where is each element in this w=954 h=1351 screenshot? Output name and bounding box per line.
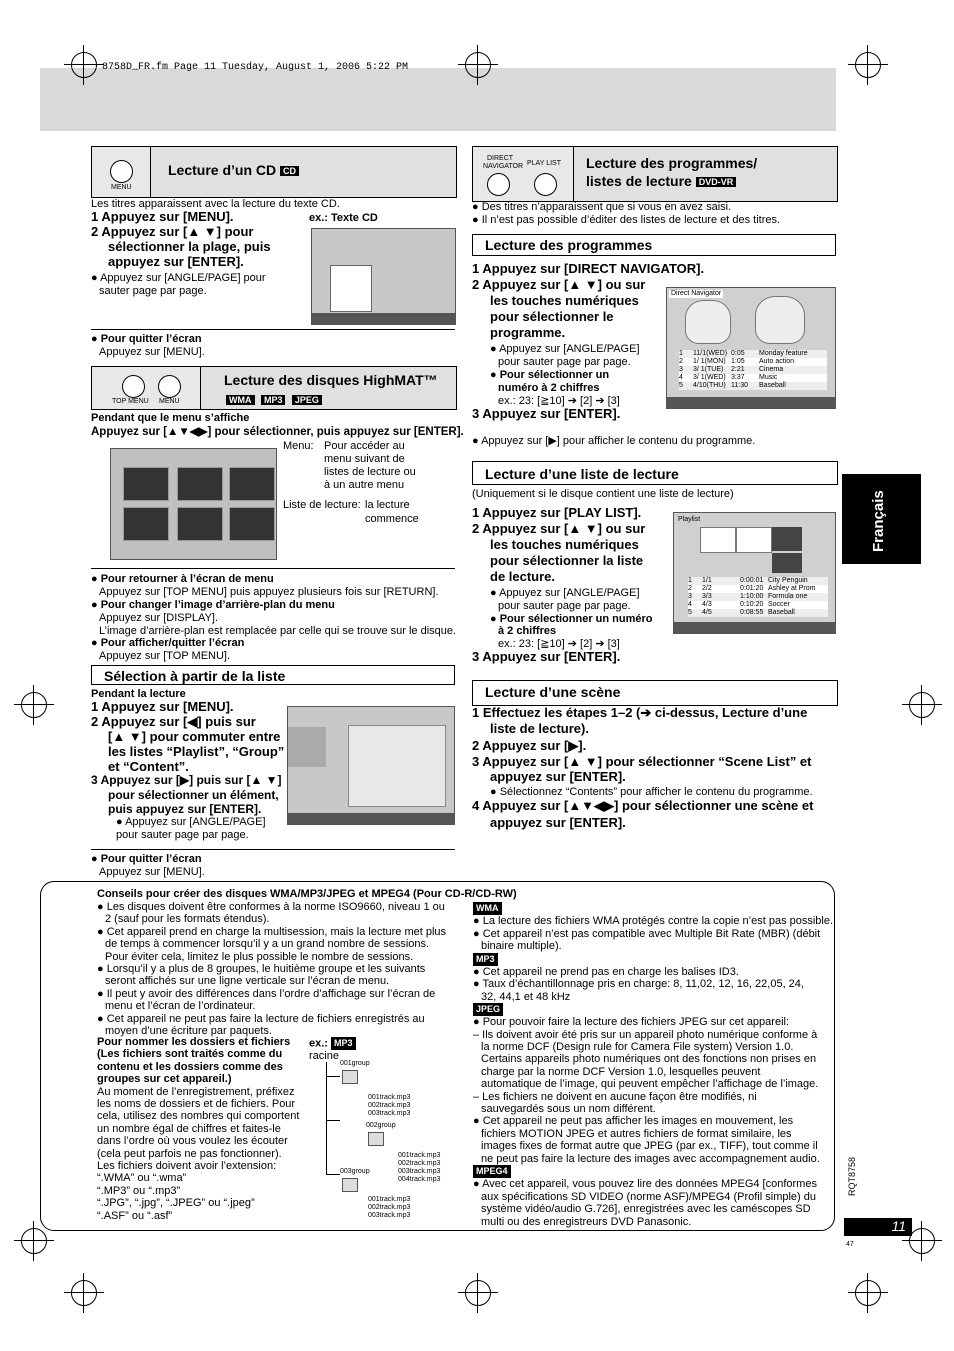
table-cell: 3/ 1(WED) — [693, 374, 726, 381]
file-header: 8758D_FR.fm Page 11 Tuesday, August 1, 2006 5:22 PM — [102, 62, 409, 73]
lp-note2-l2: numéro à 2 chiffres — [498, 382, 600, 394]
ll-step2-l3: pour sélectionner la liste — [490, 553, 644, 568]
table-cell: Baseball — [759, 382, 786, 389]
table-cell: 1 — [688, 577, 692, 584]
mpeg4-line: ● Avec cet appareil, vous pouvez lire des données MPEG4 [conformes — [473, 1178, 817, 1191]
jpeg-badge-row — [473, 1003, 833, 1016]
lp-step3: 3 Appuyez sur [ENTER]. — [472, 406, 621, 421]
play-list-button-icon — [534, 173, 557, 196]
naming-line: dans l’ordre où vous voulez les écouter — [97, 1135, 288, 1148]
table-cell: 11:30 — [731, 382, 748, 389]
table-row — [688, 601, 828, 609]
file-label: 003track.mp3 — [368, 1110, 411, 1117]
sel-step2-l4: et “Content”. — [108, 759, 189, 774]
bg-text2: L’image d’arrière-plan est remplacée par celle qui se trouve sur le disque. — [99, 625, 457, 637]
top-menu-button-icon — [122, 375, 145, 398]
jpeg-line: Certains appareils photo numériques ont des fonctions non prises en — [481, 1053, 817, 1066]
table-row — [688, 585, 828, 593]
naming-heading: (Les fichiers sont traités comme du — [97, 1048, 283, 1061]
wma-badge: WMA — [473, 902, 502, 915]
registration-mark-icon — [21, 692, 47, 718]
tips-bullet-line: ● Les disques doivent être conformes à la norme ISO9660, niveau 1 ou — [97, 901, 445, 913]
play-list-label: PLAY LIST — [527, 160, 561, 167]
cd-note-l2: sauter page par page. — [99, 285, 207, 297]
file-label: 001track.mp3 — [368, 1094, 411, 1101]
table-cell: City Penguin — [768, 577, 808, 584]
table-row — [679, 366, 827, 374]
jpeg-line: ● Cet appareil ne peut pas afficher les images en mouvement, les — [473, 1115, 794, 1128]
naming-line: (cela peut parfois ne pas fonctionner). — [97, 1147, 282, 1160]
menu-label: MENU — [159, 398, 180, 405]
ll-step2-l4: de lecture. — [490, 569, 556, 584]
scene-title: Lecture d’une scène — [472, 680, 838, 706]
list-desc-1: la lecture — [365, 499, 410, 511]
lecture-programmes-title: Lecture des programmes — [472, 234, 836, 256]
cd-text-screenshot — [311, 228, 456, 325]
table-cell: Baseball — [768, 609, 795, 616]
table-row — [679, 358, 827, 366]
sel-quit-text: Appuyez sur [MENU]. — [99, 866, 205, 878]
tips-right — [473, 902, 833, 1228]
button-icon-cell — [92, 147, 151, 197]
language-tab — [842, 474, 921, 564]
programmes-title-1: Lecture des programmes/ — [586, 155, 758, 171]
registration-mark-icon — [855, 1280, 881, 1306]
page-small-number: 47 — [846, 1241, 854, 1248]
programmes-title-2: listes de lecture DVD-VR — [586, 173, 738, 189]
registration-mark-icon — [465, 1280, 491, 1306]
lp-step2-l2: les touches numériques — [490, 293, 639, 308]
jpeg-badge: JPEG — [292, 395, 322, 405]
registration-mark-icon — [71, 1280, 97, 1306]
menu-button-icon — [110, 160, 133, 183]
playlist-screenshot: Playlist 1 1/1 0:00:01 City Penguin 2 2/2 0:01:20 Ashley at Prom 3 3/3 1:10:00 Formula one 4 4/3 0:10:20 Soccer 5 4/5 0:08:55 Baseball — [673, 512, 836, 634]
liste-lecture-title: Lecture d’une liste de lecture — [472, 461, 838, 485]
direct-nav-label-2: NAVIGATOR — [483, 163, 524, 170]
mp3-badge-row — [473, 952, 833, 965]
tips-bullet-line: ● Lorsqu’il y a plus de 8 groupes, le huitième groupe et les suivants — [97, 963, 426, 976]
jpeg-line: ne peut pas faire la lecture des images avec accompagnement audio. — [481, 1152, 820, 1165]
sel-note-l2: pour sauter page par page. — [116, 829, 249, 841]
mpeg4-line: multi ou des enregistreurs DVD Panasonic. — [481, 1215, 692, 1228]
naming-line: Les fichiers doivent avoir l’extension: — [97, 1160, 277, 1173]
prog-bullet1: ● Des titres n’apparaissent que si vous en avez saisi. — [472, 201, 732, 213]
scene-note: ● Sélectionnez “Contents” pour afficher le contenu du programme. — [490, 786, 813, 798]
jpeg-badge: JPEG — [473, 1003, 503, 1016]
lp-step2-l4: programme. — [490, 325, 566, 340]
jpeg-line: charge par la norme DCF Version 1.0, lesquelles peuvent — [481, 1065, 761, 1078]
table-cell: Soccer — [768, 601, 790, 608]
table-row — [679, 374, 827, 382]
wma-line: ● Cet appareil n’est pas compatible avec Multiple Bit Rate (MBR) (débit — [473, 927, 821, 940]
menu-button-label: MENU — [111, 184, 132, 191]
return-title: ● Pour retourner à l’écran de menu — [91, 573, 274, 585]
tips-bullet-line: Pour éviter cela, limitez le plus possible le nombre de sessions. — [105, 950, 414, 963]
naming-line: “.ASF” ou “.asf” — [97, 1209, 173, 1222]
folder-icon — [342, 1178, 358, 1192]
table-cell: 4 — [679, 374, 683, 381]
jpeg-line: automatique de l’image, qui peuvent empêcher l’affichage de l’image. — [481, 1078, 819, 1091]
sel-step3-l3: puis appuyez sur [ENTER]. — [108, 802, 262, 816]
menu-desc-3: listes de lecture ou — [324, 466, 416, 478]
table-row — [679, 382, 827, 390]
table-cell: Auto action — [759, 358, 795, 365]
naming-line: cela, utilisez des nombres qui comportent — [97, 1110, 300, 1123]
tips-left-bullets — [97, 901, 457, 1037]
naming-line: un nombre égal de chiffres et faites-le — [97, 1122, 281, 1135]
prog-bullet2: ● Il n’est pas possible d’éditer des listes de lecture et des titres. — [472, 214, 781, 226]
folder-tree — [320, 1062, 460, 1222]
table-row — [679, 350, 827, 358]
playlist-rows — [688, 577, 828, 617]
lp-step2-l3: pour sélectionner le — [490, 309, 614, 324]
scene-step1: 1 Effectuez les étapes 1–2 (➔ ci-dessus, Lecture d’une — [472, 705, 808, 720]
top-menu-label: TOP MENU — [112, 398, 149, 405]
naming-heading: Pour nommer les dossiers et fichiers — [97, 1036, 291, 1048]
file-label: 003track.mp3 — [368, 1212, 411, 1219]
table-cell: 3 — [688, 593, 692, 600]
registration-mark-icon — [855, 52, 881, 78]
folder-label: 002group — [366, 1122, 396, 1129]
return-text: Appuyez sur [TOP MENU] puis appuyez plusieurs fois sur [RETURN]. — [99, 586, 439, 598]
scene-step4: 4 Appuyez sur [▲▼◀▶] pour sélectionner une scène et — [472, 798, 814, 813]
lp-note1: ● Appuyez sur [ANGLE/PAGE] — [490, 343, 640, 355]
button-icon-cell — [473, 147, 574, 201]
cd-title: Lecture d’un CD CD — [168, 162, 301, 178]
scene-step2: 2 Appuyez sur [▶]. — [472, 738, 587, 753]
table-cell: 5 — [688, 609, 692, 616]
list-key: Liste de lecture: — [283, 499, 361, 511]
cd-title-box — [91, 146, 457, 198]
lp-note2: ● Pour sélectionner un — [490, 369, 610, 381]
cd-step2: 2 Appuyez sur [▲ ▼] pour — [91, 224, 254, 239]
wma-line: binaire multiple). — [481, 940, 562, 953]
table-cell: 1:10:00 — [740, 593, 764, 600]
direct-nav-label: DIRECT — [487, 155, 514, 162]
folder-label: 001group — [340, 1060, 370, 1067]
mpeg4-badge-row — [473, 1165, 833, 1178]
mp3-badge: MP3 — [261, 395, 286, 405]
button-icon-cell — [92, 367, 201, 409]
sel-step2-l3: les listes “Playlist”, “Group” — [108, 744, 285, 759]
tips-bullet-line: ● Cet appareil prend en charge la multisession, mais la lecture met plus — [97, 925, 447, 938]
sel-step1: 1 Appuyez sur [MENU]. — [91, 699, 234, 714]
menu-desc-2: menu suivant de — [324, 453, 405, 465]
rqt-code: RQT8758 — [847, 1156, 857, 1196]
ll-step1: 1 Appuyez sur [PLAY LIST]. — [472, 505, 642, 520]
sel-quit-title: ● Pour quitter l’écran — [91, 853, 202, 865]
menu-desc-4: à un autre menu — [324, 479, 405, 491]
tips-bullet-line: ● Cet appareil ne peut pas faire la lecture de fichiers enregistrés au — [97, 1012, 425, 1025]
table-cell: 4 — [688, 601, 692, 608]
page-number: 11 — [844, 1218, 912, 1236]
ll-step3: 3 Appuyez sur [ENTER]. — [472, 649, 621, 664]
face-illustration-icon — [685, 300, 731, 344]
registration-mark-icon — [465, 52, 491, 78]
table-cell: 11/1(WED) — [693, 350, 728, 357]
mp3-badge: MP3 — [473, 953, 498, 966]
jpeg-line: fichiers MOTION JPEG et autres fichiers de format similaire, les — [481, 1127, 792, 1140]
tree-mp3-badge: MP3 — [331, 1037, 356, 1050]
sel-step2-l2: [▲ ▼] pour commuter entre — [108, 729, 281, 744]
file-label: 001track.mp3 — [398, 1152, 441, 1159]
table-cell: 3 — [679, 366, 683, 373]
table-cell: 5 — [679, 382, 683, 389]
mp3-line: ● Taux d’échantillonnage pris en charge: 8, 11,02, 12, 16, 22,05, 24, — [473, 978, 804, 991]
highmat-title-box — [91, 366, 457, 410]
jpeg-line: – Les fichiers ne doivent en aucune façon être modifiés, ni — [473, 1090, 757, 1103]
cd-step1: 1 Appuyez sur [MENU]. — [91, 209, 234, 224]
tips-bullet-line: menu et l’écran de l’ordinateur. — [105, 1000, 256, 1013]
cd-badge: CD — [280, 166, 299, 176]
bg-text1: Appuyez sur [DISPLAY]. — [99, 612, 219, 624]
tips-bullet-line: seront affichés sur une ligne verticale sur l’écran de menu. — [105, 975, 390, 988]
cd-quit-title: ● Pour quitter l’écran — [91, 333, 202, 345]
tips-bullet-line: moyen d’une écriture par paquets. — [105, 1025, 272, 1038]
table-cell: 3/ 1(TUE) — [693, 366, 724, 373]
table-cell: 2 — [679, 358, 683, 365]
cd-intro: Les titres apparaissent avec la lecture du texte CD. — [91, 198, 340, 210]
ll-note2: ● Pour sélectionner un numéro — [490, 613, 653, 625]
naming-section — [97, 1036, 307, 1222]
naming-heading: groupes sur cet appareil.) — [97, 1073, 232, 1086]
table-cell: 1:05 — [731, 358, 745, 365]
sel-step2: 2 Appuyez sur [◀] puis sur — [91, 714, 256, 729]
sel-step3-l2: pour sélectionner un élément, — [108, 788, 279, 802]
ll-note2-l3: ex.: 23: [≧10] ➔ [2] ➔ [3] — [498, 638, 620, 650]
naming-line: Au moment de l’enregistrement, préfixez — [97, 1085, 295, 1098]
table-cell: 4/5 — [702, 609, 712, 616]
naming-line: “.MP3” ou “.mp3” — [97, 1184, 181, 1197]
registration-mark-icon — [71, 52, 97, 78]
table-cell: 2:21 — [731, 366, 745, 373]
ll-step2: 2 Appuyez sur [▲ ▼] ou sur — [472, 521, 646, 536]
highmat-during: Pendant que le menu s’affiche — [91, 412, 250, 424]
table-cell: 0:05 — [731, 350, 745, 357]
folder-icon — [368, 1132, 384, 1146]
jpeg-line: – Ils doivent avoir été pris sur un appareil photo numérique conforme à — [473, 1028, 818, 1041]
table-row — [688, 593, 828, 601]
direct-navigator-rows — [679, 350, 827, 390]
ll-sub: (Uniquement si le disque contient une liste de lecture) — [472, 488, 734, 500]
naming-line: “.WMA” ou “.wma” — [97, 1172, 187, 1185]
lp-step1: 1 Appuyez sur [DIRECT NAVIGATOR]. — [472, 261, 705, 276]
scene-step4-l2: appuyez sur [ENTER]. — [490, 815, 626, 830]
file-label: 001track.mp3 — [368, 1196, 411, 1203]
file-label: 002track.mp3 — [368, 1204, 411, 1211]
menu-button-icon — [158, 375, 181, 398]
table-cell: 0:08:55 — [740, 609, 764, 616]
bg-title: ● Pour changer l’image d’arrière-plan du menu — [91, 599, 335, 611]
table-cell: 1/1 — [702, 577, 712, 584]
tips-title: Conseils pour créer des disques WMA/MP3/JPEG et MPEG4 (Pour CD-R/CD-RW) — [97, 888, 517, 900]
cd-quit-text: Appuyez sur [MENU]. — [99, 346, 205, 358]
table-cell: 4/10(THU) — [693, 382, 726, 389]
file-label: 002track.mp3 — [398, 1160, 441, 1167]
selection-title: Sélection à partir de la liste — [91, 665, 455, 685]
highmat-title: Lecture des disques HighMAT™ — [224, 372, 438, 388]
naming-line: “.JPG”, “.jpg”, “.JPEG” ou “.jpeg” — [97, 1197, 255, 1210]
table-cell: 0:10:20 — [740, 601, 764, 608]
wma-badge: WMA — [226, 395, 255, 405]
lp-note2-l3: ex.: 23: [≧10] ➔ [2] ➔ [3] — [498, 395, 620, 407]
table-cell: Formula one — [768, 593, 808, 600]
jpeg-line: sauvegardés sous un nom différent. — [481, 1103, 656, 1116]
table-cell: 3:37 — [731, 374, 745, 381]
list-desc-2: commence — [365, 513, 419, 525]
tips-bullet-line: 2 (sauf pour les formats étendus). — [105, 913, 270, 926]
tree-root-label: racine — [309, 1050, 339, 1062]
show-title: ● Pour afficher/quitter l’écran — [91, 637, 245, 649]
mp3-line: ● Cet appareil ne prend pas en charge les balises ID3. — [473, 965, 739, 978]
tree-example: ex.: MP3 — [309, 1037, 358, 1050]
programmes-title-box — [472, 146, 838, 202]
registration-mark-icon — [909, 692, 935, 718]
table-cell: 1 — [679, 350, 683, 357]
menu-key: Menu: — [283, 440, 314, 452]
table-cell: 1/ 1(MON) — [693, 358, 726, 365]
selection-screenshot — [287, 706, 455, 825]
scene-step3-l2: appuyez sur [ENTER]. — [490, 769, 626, 784]
jpeg-line: ● Pour pouvoir faire la lecture des fichiers JPEG sur cet appareil: — [473, 1016, 790, 1029]
folder-icon — [342, 1070, 358, 1084]
file-label: 003track.mp3 — [398, 1168, 441, 1175]
highmat-badges — [226, 391, 324, 409]
direct-navigator-screenshot: Direct Navigator 1 11/1(WED) 0:05 Monday feature 2 1/ 1(MON) 1:05 Auto action 3 3/ 1(TUE) 2:21 Cinema 4 3/ 1(WED) 3:37 Music 5 4/10(THU) 11:30 Baseball — [666, 287, 836, 409]
face-illustration-icon — [755, 296, 805, 344]
highmat-menu-screenshot — [110, 448, 277, 560]
direct-navigator-button-icon — [487, 173, 510, 196]
cd-note: ● Appuyez sur [ANGLE/PAGE] pour — [91, 272, 266, 284]
language-tab-label: Français — [870, 490, 887, 552]
table-cell: Cinema — [759, 366, 784, 373]
cd-step2-l2: sélectionner la plage, puis — [108, 239, 271, 254]
cd-example-label: ex.: Texte CD — [309, 212, 378, 224]
dvd-vr-badge: DVD-VR — [696, 177, 737, 187]
folder-label: 003group — [340, 1168, 370, 1175]
scene-step3: 3 Appuyez sur [▲ ▼] pour sélectionner “Scene List” et — [472, 754, 812, 769]
mp3-line: 32, 44,1 et 48 kHz — [481, 990, 571, 1003]
mpeg4-badge: MPEG4 — [473, 1165, 511, 1178]
registration-mark-icon — [21, 1228, 47, 1254]
sel-note: ● Appuyez sur [ANGLE/PAGE] — [116, 816, 266, 828]
scene-step1-l2: liste de lecture). — [490, 721, 589, 736]
jpeg-line: images fixes de format autre que JPEG (par ex., TIFF), tout comme il — [481, 1140, 818, 1153]
mpeg4-line: système vidéo/audio G.726], enregistrées avec les caméscopes SD — [481, 1203, 811, 1216]
naming-line: les noms de dossiers et de fichiers. Pour — [97, 1098, 296, 1111]
sel-step3: 3 Appuyez sur [▶] puis sur [▲ ▼] — [91, 773, 282, 787]
file-label: 002track.mp3 — [368, 1102, 411, 1109]
tips-bullet-line: de temps à commencer lorsqu’il y a un grand nombre de sessions. — [105, 938, 430, 951]
mpeg4-line: aux spécifications SD VIDEO (norme ASF)/MPEG4 (Profil simple) du — [481, 1190, 816, 1203]
jpeg-line: la norme DCF (Design rule for Camera File system) Version 1.0. — [481, 1041, 794, 1054]
table-cell: 2/2 — [702, 585, 712, 592]
table-cell: 2 — [688, 585, 692, 592]
wma-badge-row — [473, 902, 833, 915]
ll-note1-l2: pour sauter page par page. — [498, 600, 631, 612]
ll-step2-l2: les touches numériques — [490, 537, 639, 552]
table-cell: Monday feature — [759, 350, 808, 357]
tips-bullet-line: ● Il peut y avoir des différences dans l’ordre d’affichage sur l’écran de — [97, 987, 436, 1000]
ll-note1: ● Appuyez sur [ANGLE/PAGE] — [490, 587, 640, 599]
registration-mark-icon — [909, 1228, 935, 1254]
naming-heading: contenu et les dossiers comme des — [97, 1060, 283, 1073]
show-text: Appuyez sur [TOP MENU]. — [99, 650, 231, 662]
table-row — [688, 609, 828, 617]
wma-line: ● La lecture des fichiers WMA protégés contre la copie n’est pas possible. — [473, 915, 834, 928]
cd-step2-l3: appuyez sur [ENTER]. — [108, 254, 244, 269]
lp-note1-l2: pour sauter page par page. — [498, 356, 631, 368]
lp-after: ● Appuyez sur [▶] pour afficher le contenu du programme. — [472, 435, 756, 447]
lp-step2: 2 Appuyez sur [▲ ▼] ou sur — [472, 277, 646, 292]
table-cell: 0:00:01 — [740, 577, 764, 584]
header-band — [40, 68, 836, 131]
selection-during: Pendant la lecture — [91, 688, 186, 700]
table-cell: 0:01:20 — [740, 585, 764, 592]
table-cell: Ashley at Prom — [768, 585, 816, 592]
file-label: 004track.mp3 — [398, 1176, 441, 1183]
table-cell: 3/3 — [702, 593, 712, 600]
table-row — [688, 577, 828, 585]
table-cell: 4/3 — [702, 601, 712, 608]
table-cell: Music — [759, 374, 778, 381]
highmat-instruction: Appuyez sur [▲▼◀▶] pour sélectionner, puis appuyez sur [ENTER]. — [91, 426, 464, 438]
ll-note2-l2: à 2 chiffres — [498, 625, 557, 637]
menu-desc-1: Pour accéder au — [324, 440, 405, 452]
